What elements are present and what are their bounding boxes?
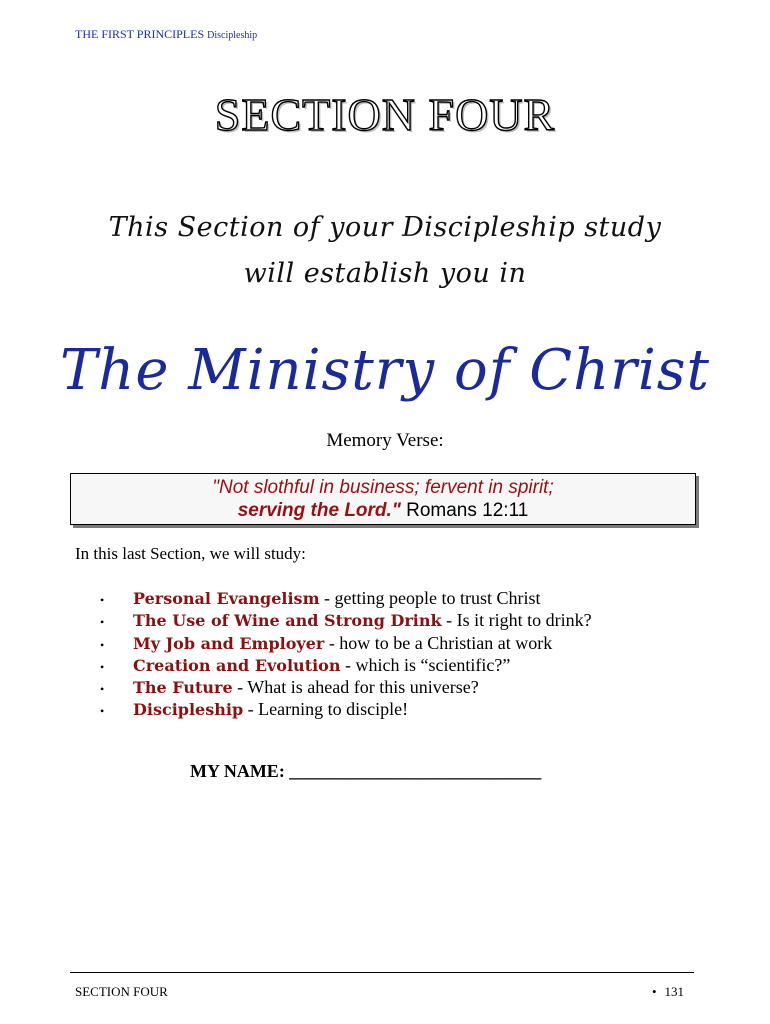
topic-desc: - Is it right to drink? [441,610,592,631]
list-item [100,676,592,698]
verse-closing-punct: ." [386,500,401,521]
verse-line-2 [71,499,695,522]
topic-desc: - which is “scientific?” [340,654,511,675]
study-intro: In this last Section, we will study: [75,544,306,563]
intro-text [0,205,770,297]
page-number: 131 [664,984,684,999]
verse-reference: Romans 12:11 [406,500,529,521]
topic-title: Creation and Evolution [133,655,341,675]
intro-line-1: This Section of your Discipleship study [108,212,662,243]
list-item [100,609,592,631]
section-title: SECTION FOUR [214,89,556,140]
topic-desc: - What is ahead for this universe? [232,677,479,698]
topic-title: Personal Evangelism [133,589,320,608]
bullet-icon: • [100,682,105,697]
topic-desc: - Learning to disciple! [243,699,409,720]
footer-divider [70,972,694,973]
memory-verse-label: Memory Verse: [326,430,444,451]
memory-verse-box [70,473,696,525]
bullet-icon: • [100,615,105,630]
verse-line-1: "Not slothful in business; fervent in spirit; [212,477,554,498]
topic-desc: - getting people to trust Christ [319,588,541,608]
my-name-field[interactable]: MY NAME: ____________________________ [190,761,542,781]
intro-line-2: will establish you in [243,258,527,289]
topic-list [100,587,592,721]
bullet-icon: • [100,637,105,652]
topic-desc: - how to be a Christian at work [324,632,553,653]
list-item [100,654,592,676]
header-sub: Discipleship [207,30,258,41]
list-item [100,698,592,720]
verse-bold-phrase: serving the Lord [237,500,387,521]
header-main: THE FIRST PRINCIPLES [75,27,205,41]
bullet-icon: • [100,704,105,719]
bullet-icon: • [100,659,105,674]
bullet-icon: • [651,984,657,999]
list-item [100,587,592,609]
list-item [100,632,592,654]
topic-title: The Future [133,678,233,698]
topic-title: Discipleship [133,700,244,720]
footer-section-label: SECTION FOUR [75,984,168,999]
bullet-icon: • [100,593,105,607]
footer-page [652,984,684,1000]
running-header [75,27,257,42]
ministry-title: The Ministry of Christ [59,338,711,403]
topic-title: The Use of Wine and Strong Drink [133,611,442,631]
topic-title: My Job and Employer [133,633,325,653]
